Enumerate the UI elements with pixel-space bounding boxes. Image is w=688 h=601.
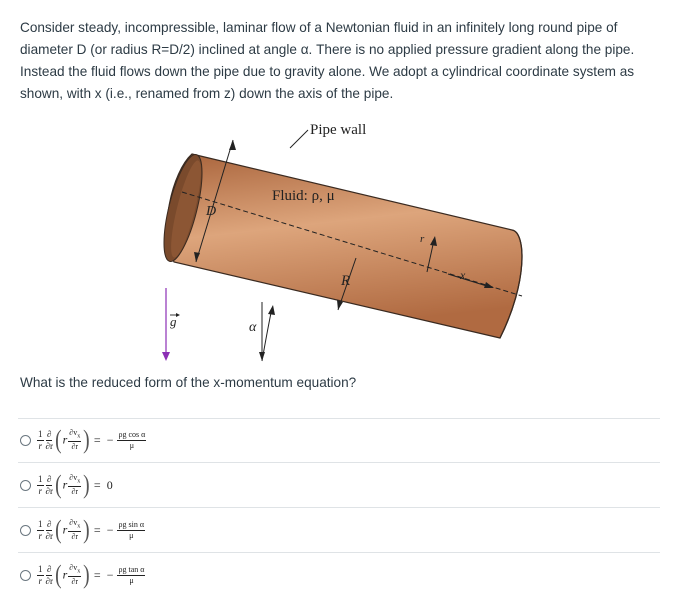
- rhs-numerator: ρg tan α: [118, 564, 145, 574]
- r-label: r: [420, 233, 425, 245]
- alpha-label: α: [249, 320, 257, 335]
- radio-button[interactable]: [20, 525, 31, 536]
- radius-label: R: [341, 273, 351, 289]
- diameter-label: D: [206, 204, 217, 219]
- answer-option-2[interactable]: [20, 463, 660, 507]
- pipe-figure: [150, 112, 530, 368]
- question-text: What is the reduced form of the x-momentum equation?: [20, 375, 357, 390]
- rhs-numerator: ρg cos α: [118, 429, 146, 439]
- rhs-zero: 0: [106, 477, 113, 492]
- equation: $\frac{1}{r}$ $\frac{\partial}{\partial r}$ (r $\frac{\partial v_x}{\partial r}$ ) = − $\frac{\text{ρg cos α}}{\mu}$: [38, 425, 146, 454]
- answer-option-1[interactable]: [20, 418, 660, 462]
- equation: $\frac{1}{r}$ $\frac{\partial}{\partial r}$ (r $\frac{\partial v_x}{\partial r}$ ) = − $\frac{\text{ρg sin α}}{\mu}$: [38, 515, 145, 544]
- equation: $\frac{1}{r}$ $\frac{\partial}{\partial r}$ (r $\frac{\partial v_x}{\partial r}$ ) = − $\frac{\text{ρg tan α}}{\mu}$: [38, 560, 145, 589]
- fluid-label: Fluid: ρ, μ: [272, 188, 335, 204]
- radio-button[interactable]: [20, 480, 31, 491]
- problem-statement: Consider steady, incompressible, laminar flow of a Newtonian fluid in an infinitely long round pipe of diameter D (or radius R=D/2) inclined at angle α. There is no applied pressure gradient along the pipe. Instead the fluid flows down the pipe due to gravity alone. We adopt a cylindrical coordinate system as shown, with x (i.e., renamed from z) down the axis of the pipe.: [20, 20, 635, 101]
- answer-option-3[interactable]: [20, 508, 660, 552]
- pipe-wall-label: Pipe wall: [310, 122, 367, 138]
- rhs-numerator: ρg sin α: [118, 519, 145, 529]
- equation: $\frac{1}{r}$ $\frac{\partial}{\partial r}$ (r $\frac{\partial v_x}{\partial r}$ ) = 0: [38, 470, 113, 499]
- radio-button[interactable]: [20, 435, 31, 446]
- radio-button[interactable]: [20, 570, 31, 581]
- x-label: x: [460, 268, 466, 282]
- gravity-label: g: [170, 314, 177, 329]
- answer-option-4[interactable]: [20, 553, 660, 597]
